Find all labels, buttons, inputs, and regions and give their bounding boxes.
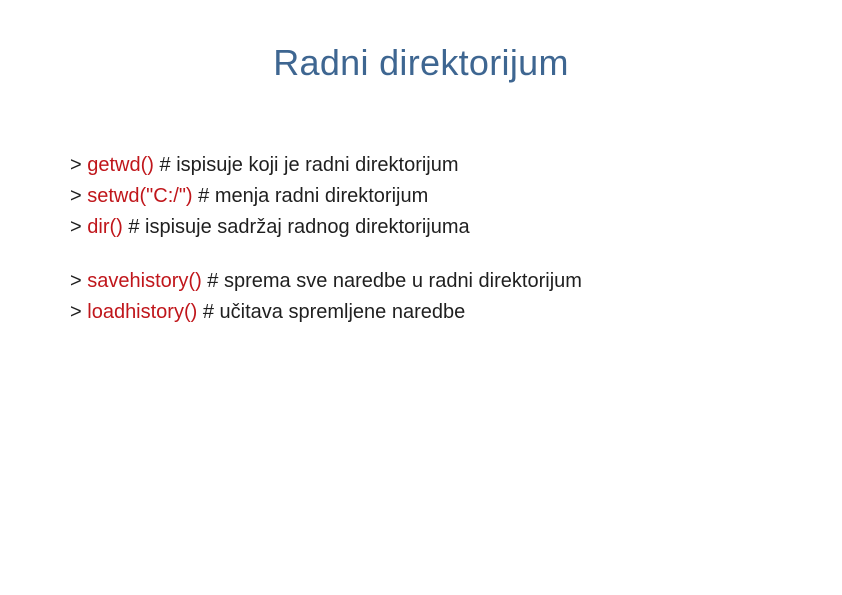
command-savehistory: savehistory() [87,270,202,292]
code-line-getwd [70,150,582,181]
comment-savehistory: # sprema sve naredbe u radni direktorijum [201,270,582,292]
command-loadhistory: loadhistory() [87,301,198,323]
comment-loadhistory: # učitava spremljene naredbe [197,301,466,323]
code-line-savehistory [70,266,582,297]
prompt-symbol: > [70,301,88,323]
prompt-symbol: > [70,185,88,207]
comment-getwd: # ispisuje koji je radni direktorijum [153,154,459,176]
command-setwd: setwd("C:/") [87,185,193,207]
code-block [70,150,582,328]
prompt-symbol: > [70,154,88,176]
comment-setwd: # menja radni direktorijum [192,185,429,207]
code-line-dir [70,212,582,243]
code-line-loadhistory [70,297,582,328]
slide-title: Radni direktorijum [273,42,569,83]
group-spacer [70,243,582,266]
comment-dir: # ispisuje sadržaj radnog direktorijuma [122,216,470,238]
command-getwd: getwd() [87,154,154,176]
code-line-setwd [70,181,582,212]
prompt-symbol: > [70,270,88,292]
prompt-symbol: > [70,216,88,238]
command-dir: dir() [87,216,123,238]
